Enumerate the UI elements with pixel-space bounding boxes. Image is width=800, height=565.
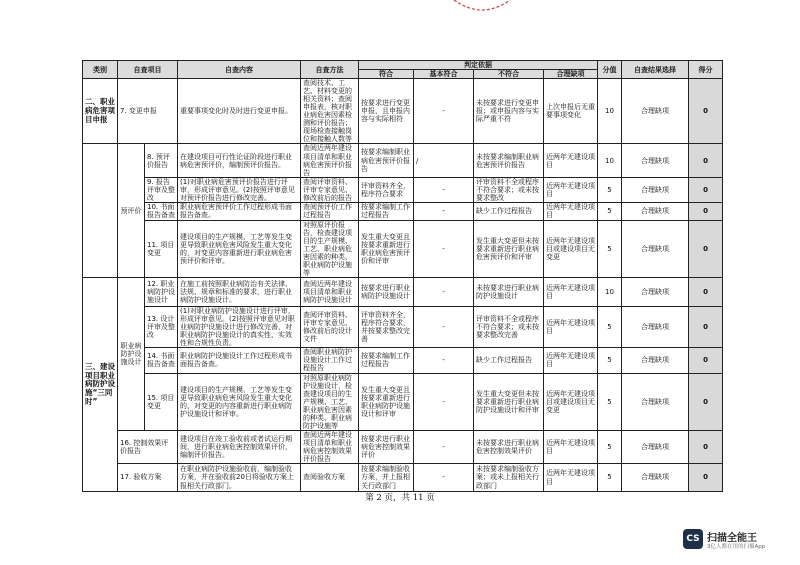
reasonable-gap-cell: 上次申报后无重要事项变化	[544, 79, 598, 144]
basic-conform-cell: -	[414, 430, 474, 463]
col-method: 自查方法	[301, 61, 359, 79]
conform-cell: 评审资料齐全，程序符合要求	[359, 177, 414, 202]
nonconform-cell: 发生重大变更但未按要求重新进行职业病危害预评价和评审	[474, 220, 544, 277]
table-row	[83, 278, 723, 307]
table-row	[83, 177, 723, 202]
content-cell: 职业病危害预评价工作过程形成书面报告备查。	[178, 202, 301, 220]
category-cell: 二、职业病危害项目申报	[83, 79, 118, 144]
item-cell: 11. 项目变更	[145, 220, 178, 277]
result-choice-cell[interactable]: 合理缺项	[622, 144, 689, 177]
col-conform: 符合	[359, 70, 414, 79]
method-cell: 对照原评价报告，检查建设项目的生产规模、工艺、职业病危害因素的种类、职业病防护设施等	[301, 220, 359, 277]
reasonable-gap-cell: 近两年无建设项目	[544, 144, 598, 177]
result-choice-cell[interactable]: 合理缺项	[622, 464, 689, 492]
method-cell: 查阅验收方案	[301, 464, 359, 492]
watermark-app-name: 扫描全能王	[707, 533, 757, 544]
reasonable-gap-cell: 近两年无建设项目	[544, 278, 598, 307]
conform-cell: 按要求编制职业病危害预评价报告	[359, 144, 414, 177]
nonconform-cell: 缺少工作过程报告	[474, 202, 544, 220]
result-choice-cell[interactable]: 合理缺项	[622, 278, 689, 307]
nonconform-cell: 未按要求进行职业病防护设施设计	[474, 278, 544, 307]
reasonable-gap-cell: 近两年无建设项目	[544, 202, 598, 220]
item-cell: 17. 验收方案	[118, 464, 178, 492]
content-cell: (1)对职业病防护设施设计进行评审，形成评审意见。(2)按照评审意见对职业病防护设施设计进行修改完善，对职业病防护设施设计的真实性、实效性和合规性负责。	[178, 307, 301, 348]
score-cell: 0	[689, 177, 723, 202]
table-row	[83, 307, 723, 348]
result-choice-cell[interactable]: 合理缺项	[622, 348, 689, 373]
group-label-pre-eval: 预评价	[118, 144, 145, 278]
score-cell: 0	[689, 144, 723, 177]
score-cell: 0	[689, 464, 723, 492]
points-cell: 10	[598, 144, 622, 177]
result-choice-cell[interactable]: 合理缺项	[622, 220, 689, 277]
table-row	[83, 202, 723, 220]
nonconform-cell: 评审资料不全或程序不符合要求；或未按要求整改	[474, 177, 544, 202]
item-cell: 8. 预评价报告	[145, 144, 178, 177]
basic-conform-cell: -	[414, 278, 474, 307]
method-cell: 查阅评审资料、评审专家意见、修改前后的报告	[301, 177, 359, 202]
points-cell: 5	[598, 202, 622, 220]
result-choice-cell[interactable]: 合理缺项	[622, 177, 689, 202]
page-number: 第 2 页，共 11 页	[365, 493, 435, 503]
table-row	[83, 373, 723, 430]
content-cell: 在建设项目可行性论证阶段进行职业病危害预评价，编制预评价报告。	[178, 144, 301, 177]
col-result-choice: 自查结果选择	[622, 61, 689, 79]
scanner-watermark	[683, 527, 799, 551]
score-cell: 0	[689, 430, 723, 463]
method-cell: 查阅评审资料、评审专家意见、修改前后的设计文件	[301, 307, 359, 348]
self-inspection-table	[82, 60, 723, 492]
reasonable-gap-cell: 近两年无建设项目或建设项目无变更	[544, 220, 598, 277]
method-cell: 查阅近两年建设项目清单和职业病危害控制效果评价报告	[301, 430, 359, 463]
method-cell: 查阅职业病防护设施设计工作过程报告	[301, 348, 359, 373]
basic-conform-cell: -	[414, 202, 474, 220]
conform-cell: 评审资料齐全，程序符合要求，并按要求整改完善	[359, 307, 414, 348]
basic-conform-cell: -	[414, 220, 474, 277]
conform-cell: 按要求编制工作过程报告	[359, 348, 414, 373]
basic-conform-cell: -	[414, 79, 474, 144]
basic-conform-cell: /	[414, 144, 474, 177]
result-choice-cell[interactable]: 合理缺项	[622, 307, 689, 348]
points-cell: 5	[598, 307, 622, 348]
col-basic-conform: 基本符合	[414, 70, 474, 79]
col-score: 得分	[689, 61, 723, 79]
content-cell: (1)对职业病危害预评价报告进行评审，形成评审意见。(2)按照评审意见对预评价报告进行修改完善。	[178, 177, 301, 202]
score-cell: 0	[689, 278, 723, 307]
score-cell: 0	[689, 373, 723, 430]
col-category: 类别	[83, 61, 118, 79]
item-cell: 9. 报告评审及整改	[145, 177, 178, 202]
points-cell: 5	[598, 464, 622, 492]
item-cell: 7. 变更申报	[118, 79, 178, 144]
item-cell: 13. 设计评审及整改	[145, 307, 178, 348]
col-basis: 判定依据	[359, 61, 598, 70]
item-cell: 12. 职业病防护设施设计	[145, 278, 178, 307]
nonconform-cell: 未按要求进行职业病危害控制效果评价	[474, 430, 544, 463]
content-cell: 建设项目的生产规模、工艺等发生变更导致职业病危害风险发生重大变化的，对变更内容重新进行职业病危害预评价和评审。	[178, 220, 301, 277]
nonconform-cell: 未按要求进行变更申报；或申报内容与实际严重不符	[474, 79, 544, 144]
item-cell: 15. 项目变更	[145, 373, 178, 430]
reasonable-gap-cell: 近两年无建设项目	[544, 307, 598, 348]
reasonable-gap-cell: 近两年无建设项目	[544, 430, 598, 463]
table-row	[83, 79, 723, 144]
conform-cell: 按要求进行职业病防护设施设计	[359, 278, 414, 307]
points-cell: 5	[598, 177, 622, 202]
red-seal-fragment	[452, 0, 512, 14]
conform-cell: 按要求编制工作过程报告	[359, 202, 414, 220]
basic-conform-cell: -	[414, 307, 474, 348]
points-cell: 5	[598, 430, 622, 463]
col-item: 自查项目	[118, 61, 178, 79]
col-points: 分值	[598, 61, 622, 79]
conform-cell: 按要求编制验收方案，并上报相关行政部门	[359, 464, 414, 492]
score-cell: 0	[689, 307, 723, 348]
table-row	[83, 464, 723, 492]
result-choice-cell[interactable]: 合理缺项	[622, 202, 689, 220]
watermark-slogan: 3亿人都在用的扫描App	[707, 544, 766, 550]
basic-conform-cell: -	[414, 373, 474, 430]
group-label-protection-design: 职业病防护设施设计	[118, 278, 145, 431]
content-cell: 建设项目在竣工验收前或者试运行期间，进行职业病危害控制效果评价，编制评价报告。	[178, 430, 301, 463]
conform-cell: 发生重大变更且按要求重新进行职业病防护设施设计和评审	[359, 373, 414, 430]
content-cell: 在施工前按照职业病防治有关法律、法规、规章和标准的要求，进行职业病防护设施设计。	[178, 278, 301, 307]
item-cell: 14. 书面报告备查	[145, 348, 178, 373]
points-cell: 5	[598, 348, 622, 373]
reasonable-gap-cell: 近两年无建设项目	[544, 464, 598, 492]
item-cell: 16. 控制效果评价报告	[118, 430, 178, 463]
conform-cell: 按要求进行变更申报，且申报内容与实际相符	[359, 79, 414, 144]
conform-cell: 按要求进行职业病危害控制效果评价	[359, 430, 414, 463]
result-choice-cell[interactable]: 合理缺项	[622, 430, 689, 463]
reasonable-gap-cell: 近两年无建设项目或建设项目无变更	[544, 373, 598, 430]
category-cell: 三、建设项目职业病防护设施“三同时”	[83, 278, 118, 492]
camscanner-logo-icon: CS	[683, 529, 703, 549]
basic-conform-cell: -	[414, 464, 474, 492]
method-cell: 对照原职业病防护设施设计，检查建设项目的生产规模、工艺、职业病危害因素的种类、职业病防护设施等	[301, 373, 359, 430]
result-choice-cell[interactable]: 合理缺项	[622, 373, 689, 430]
score-cell: 0	[689, 202, 723, 220]
score-cell: 0	[689, 220, 723, 277]
points-cell: 10	[598, 278, 622, 307]
nonconform-cell: 未按要求编制验收方案；或未上报相关行政部门	[474, 464, 544, 492]
table-row	[83, 430, 723, 463]
content-cell: 职业病防护设施设计工作过程形成书面报告备查。	[178, 348, 301, 373]
points-cell: 5	[598, 373, 622, 430]
reasonable-gap-cell: 近两年无建设项目	[544, 177, 598, 202]
item-cell: 10. 书面报告备查	[145, 202, 178, 220]
basic-conform-cell: -	[414, 177, 474, 202]
table-row	[83, 348, 723, 373]
nonconform-cell: 发生重大变更但未按要求重新进行职业病防护设施设计和评审	[474, 373, 544, 430]
points-cell: 5	[598, 220, 622, 277]
basic-conform-cell: -	[414, 348, 474, 373]
col-content: 自查内容	[178, 61, 301, 79]
score-cell: 0	[689, 348, 723, 373]
conform-cell: 发生重大变更且按要求重新进行职业病危害预评价和评审	[359, 220, 414, 277]
score-cell: 0	[689, 79, 723, 144]
nonconform-cell: 未按要求编制职业病危害预评价报告	[474, 144, 544, 177]
nonconform-cell: 评审资料不全或程序不符合要求；或未按要求整改完善	[474, 307, 544, 348]
content-cell: 建设项目的生产规模、工艺等发生变更导致职业病危害风险发生重大变化的，对变更的内容重新进行职业病防护设施设计和评审。	[178, 373, 301, 430]
col-reasonable-gap: 合理缺项	[544, 70, 598, 79]
table-row	[83, 220, 723, 277]
result-choice-cell[interactable]: 合理缺项	[622, 79, 689, 144]
method-cell: 查阅近两年建设项目清单和职业病危害预评价报告	[301, 144, 359, 177]
content-cell: 重要事项变化时及时进行变更申报。	[178, 79, 301, 144]
table-row	[83, 144, 723, 177]
method-cell: 查阅近两年建设项目清单和职业病防护设施设计	[301, 278, 359, 307]
points-cell: 10	[598, 79, 622, 144]
col-nonconform: 不符合	[474, 70, 544, 79]
content-cell: 在职业病防护设施验收前，编制验收方案，并在验收前20日将验收方案上报相关行政部门。	[178, 464, 301, 492]
reasonable-gap-cell: 近两年无建设项目	[544, 348, 598, 373]
nonconform-cell: 缺少工作过程报告	[474, 348, 544, 373]
method-cell: 查阅技术、工艺、材料变更的相关资料；查阅申报表，核对职业病危害因素检测和评价报告；现场检查接触岗位和接触人数等	[301, 79, 359, 144]
method-cell: 查阅预评价工作过程报告	[301, 202, 359, 220]
